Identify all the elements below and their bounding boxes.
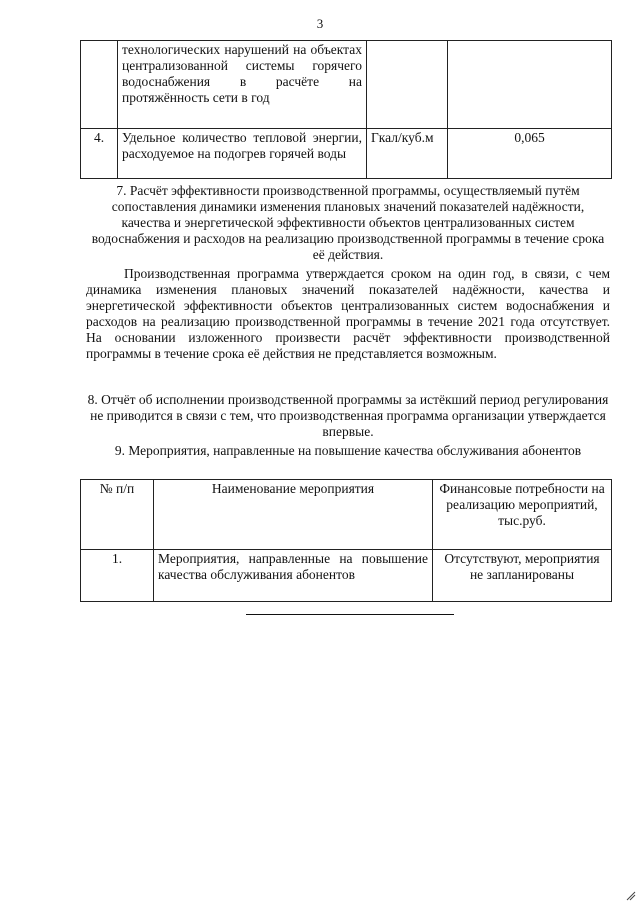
value-cell	[448, 41, 612, 129]
section-8-text: 8. Отчёт об исполнении производственной программы за истёкший период регулирования не приводится в связи с тем, что производственная программа организации утверждается впервые.	[87, 392, 609, 439]
end-rule	[246, 614, 454, 615]
table-row	[81, 129, 612, 179]
table-header-row	[81, 480, 612, 550]
header-finance: Финансовые потребности на реализацию мероприятий, тыс.руб.	[433, 480, 612, 550]
row-number-cell	[81, 41, 118, 129]
row-number-cell: 4.	[81, 129, 118, 179]
corner-mark-icon	[626, 891, 636, 901]
table-row	[81, 41, 612, 129]
indicator-name-cell: Удельное количество тепловой энергии, расходуемое на подогрев горячей воды	[118, 129, 367, 179]
header-number: № п/п	[81, 480, 154, 550]
table-row	[81, 550, 612, 602]
unit-cell: Гкал/куб.м	[367, 129, 448, 179]
header-name: Наименование мероприятия	[154, 480, 433, 550]
section-7-heading: 7. Расчёт эффективности производственной программы, осуществляемый путём сопоставления динамики изменения плановых значений показателей надёжности, качества и энергетической эффективности объектов централизованных систем водоснабжения и расходов на реализацию производственной программы в течение срока её действия.	[91, 183, 605, 262]
measure-name-cell: Мероприятия, направленные на повышение качества обслуживания абонентов	[154, 550, 433, 602]
page-number: 3	[316, 16, 324, 31]
section-7-body: Производственная программа утверждается сроком на один год, в связи, с чем динамика изменения плановых значений показателей надёжности, качества и энергетической эффективности объектов централизованных систем водоснабжения и расходов на реализацию производственной программы в течение 2021 года отсутствует. На основании изложенного произвести расчёт эффективности производственной программы в течение срока её действия не представляется возможным.	[86, 266, 610, 361]
measure-finance-cell: Отсутствуют, мероприятия не запланированы	[433, 550, 612, 602]
indicator-name-cell: технологических нарушений на объектах централизованной системы горячего водоснабжения в расчёте на протяжённость сети в год	[118, 41, 367, 129]
unit-cell	[367, 41, 448, 129]
section-9-heading: 9. Мероприятия, направленные на повышение качества обслуживания абонентов	[114, 443, 582, 458]
measure-number-cell: 1.	[81, 550, 154, 602]
value-cell: 0,065	[448, 129, 612, 179]
measures-table	[80, 479, 612, 602]
indicators-table	[80, 40, 612, 179]
